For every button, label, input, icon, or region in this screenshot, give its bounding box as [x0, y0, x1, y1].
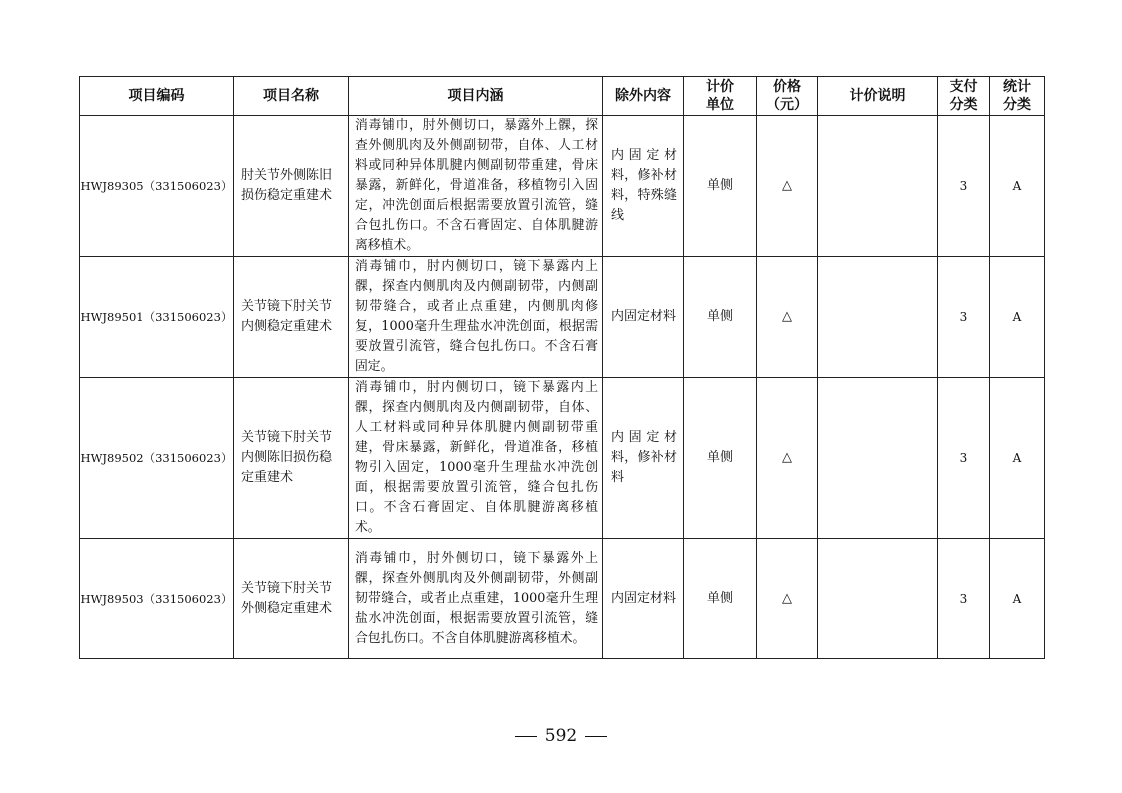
header-note: 计价说明	[818, 77, 938, 116]
header-unit-line1: 计价	[706, 79, 734, 95]
table-header-row	[80, 77, 1045, 116]
cell-pay: 3	[938, 539, 990, 659]
header-price-line2: （元）	[766, 97, 808, 113]
table-row	[80, 378, 1045, 539]
cell-stat: A	[990, 539, 1045, 659]
cell-code: HWJ89305（331506023）	[80, 116, 234, 257]
cell-unit: 单侧	[684, 116, 757, 257]
page-number-dash-right	[585, 736, 607, 737]
cell-pay: 3	[938, 378, 990, 539]
cell-price: △	[757, 257, 818, 378]
cell-code: HWJ89502（331506023）	[80, 378, 234, 539]
cell-price: △	[757, 116, 818, 257]
cell-exclude: 内固定材料，修补材料，特殊缝线	[603, 116, 684, 257]
cell-stat: A	[990, 378, 1045, 539]
cell-name: 关节镜下肘关节外侧稳定重建术	[234, 539, 349, 659]
header-price	[757, 77, 818, 116]
cell-price: △	[757, 378, 818, 539]
header-unit-line2: 单位	[706, 97, 734, 113]
cell-content: 消毒铺巾，肘内侧切口，镜下暴露内上髁，探查内侧肌肉及内侧副韧带，自体、人工材料或同种异体肌腱内侧副韧带重建，骨床暴露，新鲜化，骨道准备，移植物引入固定，1000毫升生理盐水冲洗创面，根据需要放置引流管，缝合包扎伤口。不含石膏固定、自体肌腱游离移植术。	[349, 378, 603, 539]
cell-code: HWJ89503（331506023）	[80, 539, 234, 659]
table-row	[80, 257, 1045, 378]
cell-content: 消毒铺巾，肘外侧切口，暴露外上髁，探查外侧肌肉及外侧副韧带，自体、人工材料或同种异体肌腱内侧副韧带重建，骨床暴露，新鲜化，骨道准备，移植物引入固定，冲洗创面后根据需要放置引流管，缝合包扎伤口。不含石膏固定、自体肌腱游离移植术。	[349, 116, 603, 257]
cell-unit: 单侧	[684, 257, 757, 378]
cell-note	[818, 257, 938, 378]
header-pay	[938, 77, 990, 116]
header-pay-line1: 支付	[949, 79, 978, 95]
fee-schedule-table	[79, 76, 1045, 659]
header-content: 项目内涵	[349, 77, 603, 116]
cell-note	[818, 378, 938, 539]
header-exclude: 除外内容	[603, 77, 684, 116]
header-unit	[684, 77, 757, 116]
header-name: 项目名称	[234, 77, 349, 116]
cell-unit: 单侧	[684, 378, 757, 539]
cell-name: 关节镜下肘关节内侧陈旧损伤稳定重建术	[234, 378, 349, 539]
cell-content: 消毒铺巾，肘内侧切口，镜下暴露内上髁，探查内侧肌肉及内侧副韧带，内侧副韧带缝合，或者止点重建，内侧肌肉修复，1000毫升生理盐水冲洗创面，根据需要放置引流管，缝合包扎伤口。不含石膏固定。	[349, 257, 603, 378]
cell-note	[818, 539, 938, 659]
cell-stat: A	[990, 116, 1045, 257]
cell-name: 肘关节外侧陈旧损伤稳定重建术	[234, 116, 349, 257]
cell-note	[818, 116, 938, 257]
cell-stat: A	[990, 257, 1045, 378]
cell-unit: 单侧	[684, 539, 757, 659]
cell-exclude: 内固定材料	[603, 257, 684, 378]
cell-pay: 3	[938, 116, 990, 257]
cell-exclude: 内固定材料，修补材料	[603, 378, 684, 539]
cell-pay: 3	[938, 257, 990, 378]
header-price-line1: 价格	[773, 79, 801, 95]
table-row	[80, 116, 1045, 257]
table-row	[80, 539, 1045, 659]
cell-name: 关节镜下肘关节内侧稳定重建术	[234, 257, 349, 378]
cell-code: HWJ89501（331506023）	[80, 257, 234, 378]
cell-content: 消毒铺巾，肘外侧切口，镜下暴露外上髁，探查外侧肌肉及外侧副韧带，外侧副韧带缝合，或者止点重建，1000毫升生理盐水冲洗创面，根据需要放置引流管，缝合包扎伤口。不含自体肌腱游离移植术。	[349, 539, 603, 659]
header-stat-line1: 统计	[1003, 79, 1031, 95]
header-stat	[990, 77, 1045, 116]
page-number-dash-left	[515, 736, 537, 737]
header-pay-line2: 分类	[949, 97, 978, 113]
header-stat-line2: 分类	[1003, 97, 1031, 113]
cell-exclude: 内固定材料	[603, 539, 684, 659]
page-number-value: 592	[544, 726, 578, 746]
cell-price: △	[757, 539, 818, 659]
header-code: 项目编码	[80, 77, 234, 116]
page-number	[0, 726, 1122, 746]
